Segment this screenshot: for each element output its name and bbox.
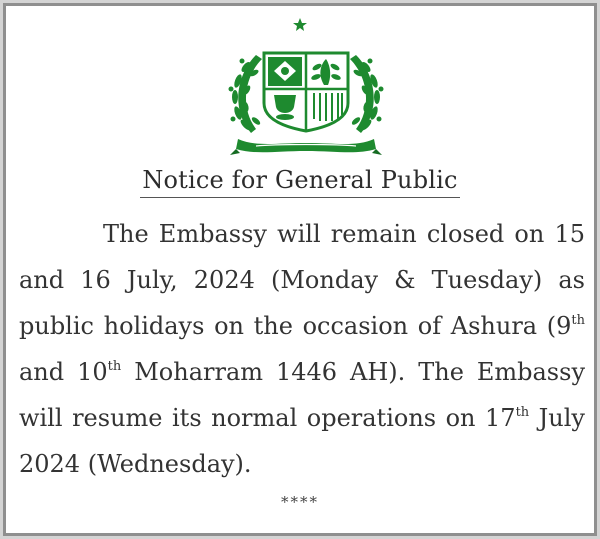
notice-line-4: [19, 349, 585, 395]
scroll-icon: [230, 139, 382, 155]
notice-line-5: [19, 395, 585, 441]
notice-line-1: The Embassy will remain closed on 15: [103, 220, 585, 248]
notice-line-2: and 16 July, 2024 (Monday & Tuesday) as: [19, 266, 585, 294]
state-emblem-icon: [216, 15, 396, 163]
notice-line-5-text-b: July: [529, 404, 585, 432]
crescent-star-icon: [290, 18, 324, 45]
shield-icon: [264, 53, 348, 131]
notice-line-5-text-a: will resume its normal operations on 17: [19, 404, 516, 432]
notice-frame: [3, 3, 597, 536]
notice-line-6: 2024 (Wednesday).: [19, 450, 252, 478]
notice-title-text: Notice for General Public: [140, 166, 459, 198]
notice-line-3-text: public holidays on the occasion of Ashura (9: [19, 312, 572, 340]
ordinal-suffix: th: [515, 405, 530, 420]
ordinal-suffix: th: [107, 359, 122, 374]
notice-body: [19, 211, 585, 487]
notice-title: [6, 166, 594, 198]
ordinal-suffix: th: [571, 313, 585, 328]
notice-line-3: [19, 303, 585, 349]
notice-line-4-text-b: Moharram 1446 AH). The Embassy: [121, 358, 586, 386]
notice-line-4-text-a: and 10: [19, 358, 108, 386]
end-mark: ****: [281, 493, 319, 511]
